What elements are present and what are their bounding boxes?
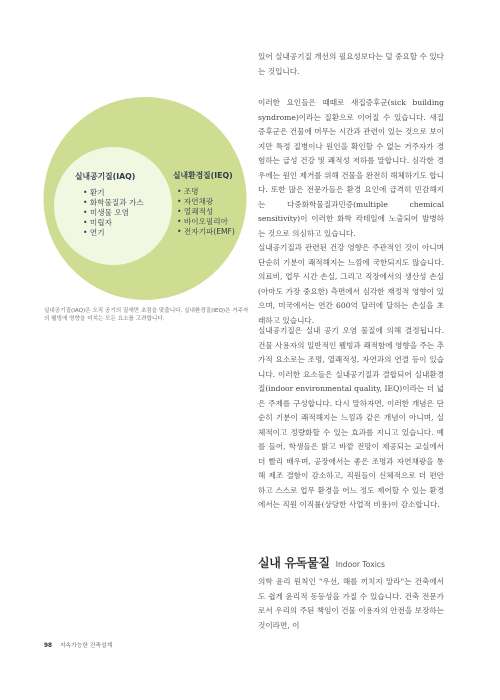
page-number: 98	[44, 643, 53, 649]
body-paragraph	[258, 575, 444, 633]
paragraph-text: 실내공기질과 관련된 건강 영향은 주관적인 것이 아니며 단순히 기분이 쾌적해지는 느낌에 국한되지도 않습니다. 의료비, 업무 시간 손실, 그리고 직장에서의 생산성 손실(아마도 가장 중요한) 측면에서 심각한 재정적 영향이 있으며, 미국에서는 연간 600억 달러에 달하는 손실을 초래하고 있습니다.	[258, 243, 444, 325]
body-paragraph	[258, 50, 444, 79]
iaq-item-list	[83, 188, 144, 238]
ieq-item: • 바이오필리아	[177, 217, 228, 226]
ieq-item: • 전자기파(EMF)	[177, 227, 235, 236]
iaq-title: 실내공기질(IAQ)	[75, 172, 136, 181]
section-heading	[258, 552, 385, 571]
body-paragraph	[258, 241, 444, 328]
ieq-item-list	[177, 187, 235, 237]
ieq-item: • 열쾌적성	[177, 207, 214, 216]
iaq-item: • 미생물 오염	[83, 208, 129, 217]
iaq-item: • 연기	[83, 228, 105, 237]
ieq-title: 실내환경질(IEQ)	[173, 171, 233, 180]
paragraph-text: 이러한 요인들은 때때로 새집증후군(sick building syndrome)이라는 질환으로 이어질 수 있습니다. 새집증후군은 건물에 머무는 시간과 관련이 있는 것으로 보이지만 특정 질병이나 원인을 확인할 수 없는 거주자가 경험하는 급성 건강 및 쾌적성 저하를 말합니다. 심각한 경우에는 원인 제거를 위해 건물을 완전히 해체하기도 합니다. 또한 많은 전문가들은 환경 요인에 급격히 민감해지는 다중화학물질과민증(multiple chemical sensitivity)이 이러한 화학 칵테일에 노출되어 발병하는 것으로 의심하고 있습니다.	[258, 98, 444, 238]
body-paragraph	[258, 96, 444, 241]
section-heading-korean: 실내 유독물질	[258, 556, 330, 570]
diagram-caption: 실내공기질(IAQ)은 오직 공기의 질에만 초점을 맞춥니다. 실내환경질(IEQ)은 거주자의 웰빙에 영향을 미치는 모든 요소를 고려합니다.	[44, 308, 249, 323]
page-footer	[44, 640, 112, 649]
ieq-item: • 조명	[177, 187, 199, 196]
iaq-ieq-diagram	[42, 96, 248, 301]
iaq-item: • 화학물질과 가스	[83, 198, 144, 207]
body-paragraph	[258, 324, 444, 513]
section-heading-english: Indoor Toxics	[335, 560, 385, 569]
book-title: 지속가능한 건축설계	[59, 643, 113, 649]
iaq-item: • 미립자	[83, 218, 112, 227]
iaq-item: • 환기	[83, 188, 105, 197]
paragraph-text: 있어 실내공기질 개선의 필요성보다는 덜 중요할 수 있다는 것입니다.	[258, 52, 444, 76]
paragraph-text: 실내공기질은 실내 공기 오염 물질에 의해 결정됩니다. 건물 사용자의 일반적인 웰빙과 쾌적함에 영향을 주는 추가적 요소로는 조명, 열쾌적성, 자연과의 연결 등이 있습니다. 이러한 요소들은 실내공기질과 결합되어 실내환경질(indoor environmental quality, IEQ)이라는 더 넓은 주제를 구성합니다. 다시 말하자면, 이러한 개념은 단순히 기분이 쾌적해지는 느낌과 같은 개념이 아니며, 실체적이고 정량화할 수 있는 효과를 지니고 있습니다. 예를 들어, 학생들은 밝고 바깥 전망이 제공되는 교실에서 더 빨리 배우며, 공장에서는 좋은 조명과 자연채광을 통해 제조 결함이 감소하고, 직원들이 신체적으로 더 편안하고 스스로 업무 환경을 어느 정도 제어할 수 있는 환경에서는 직원 이직률(상당한 사업적 비용)이 감소합니다.	[258, 326, 444, 509]
ieq-item: • 자연채광	[177, 197, 214, 206]
paragraph-text: 의학 윤리 원칙인 "우선, 해를 끼치지 말라"는 건축에서도 쉽게 윤리적 동등성을 가질 수 있습니다. 건축 전문가로서 우리의 주된 책임이 건물 이용자의 안전을 보장하는 것이라면, 이	[258, 577, 444, 630]
